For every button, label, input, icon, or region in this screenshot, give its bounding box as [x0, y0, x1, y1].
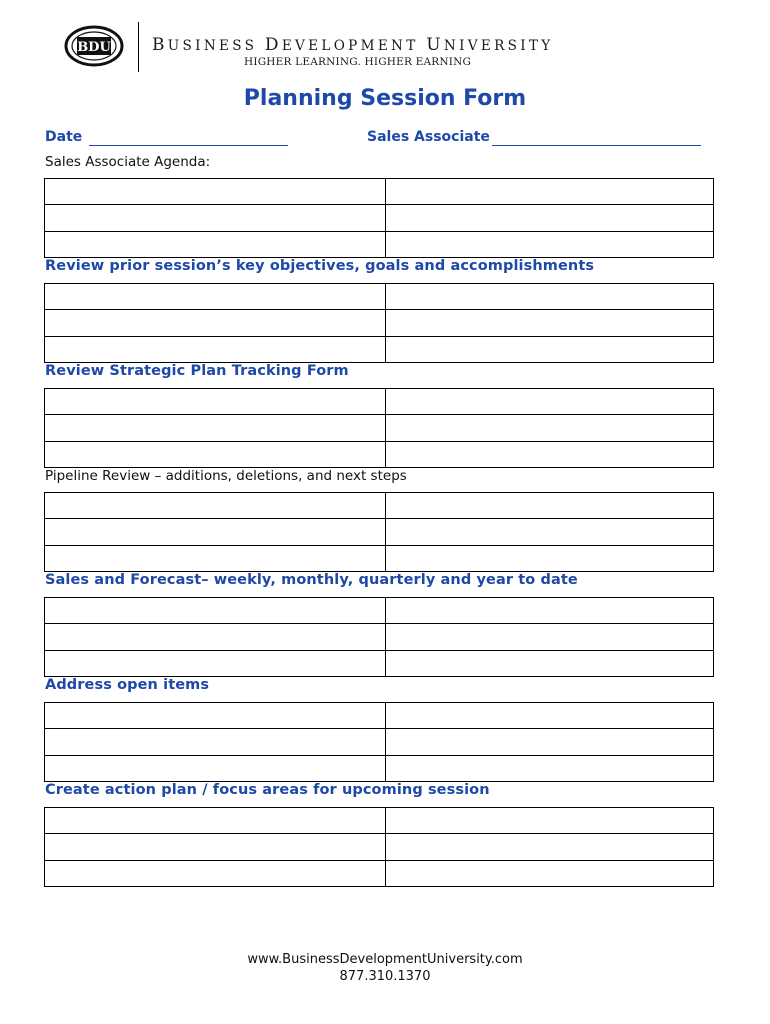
section-heading-sales-forecast: Sales and Forecast– weekly, monthly, quarterly and year to date [45, 572, 578, 588]
note-cell[interactable] [45, 729, 386, 755]
note-cell[interactable] [386, 310, 714, 336]
footer-phone: 877.310.1370 [339, 969, 431, 984]
note-cell[interactable] [386, 179, 714, 205]
note-cell[interactable] [386, 650, 714, 676]
note-cell[interactable] [45, 231, 386, 257]
note-cell[interactable] [45, 598, 386, 624]
badge-text: BDU [77, 40, 111, 55]
note-cell[interactable] [386, 808, 714, 834]
note-cell[interactable] [45, 860, 386, 886]
note-cell[interactable] [386, 729, 714, 755]
footer-website: www.BusinessDevelopmentUniversity.com [247, 952, 523, 967]
logo-tagline: HIGHER LEARNING. HIGHER EARNING [244, 56, 472, 68]
table-row [45, 336, 714, 362]
notes-table-open-items [44, 702, 714, 782]
note-cell[interactable] [45, 834, 386, 860]
table-row [45, 860, 714, 886]
table-row [45, 389, 714, 415]
note-cell[interactable] [45, 624, 386, 650]
note-cell[interactable] [386, 860, 714, 886]
note-cell[interactable] [386, 519, 714, 545]
note-cell[interactable] [386, 493, 714, 519]
note-cell[interactable] [45, 284, 386, 310]
table-row [45, 598, 714, 624]
table-row [45, 179, 714, 205]
page-title: Planning Session Form [243, 86, 527, 111]
note-cell[interactable] [386, 284, 714, 310]
note-cell[interactable] [45, 389, 386, 415]
table-row [45, 231, 714, 257]
note-cell[interactable] [45, 336, 386, 362]
notes-table-prior-session [44, 283, 714, 363]
note-cell[interactable] [45, 808, 386, 834]
note-cell[interactable] [45, 310, 386, 336]
section-heading-strategic-plan: Review Strategic Plan Tracking Form [45, 363, 349, 379]
table-row [45, 755, 714, 781]
note-cell[interactable] [386, 441, 714, 467]
note-cell[interactable] [45, 545, 386, 571]
page-footer [0, 951, 770, 985]
note-cell[interactable] [386, 755, 714, 781]
table-row [45, 545, 714, 571]
date-field[interactable] [89, 145, 288, 146]
note-cell[interactable] [386, 231, 714, 257]
notes-table-sales-forecast [44, 597, 714, 677]
section-heading-agenda: Sales Associate Agenda: [45, 154, 211, 170]
section-heading-open-items: Address open items [45, 677, 210, 693]
table-row [45, 310, 714, 336]
note-cell[interactable] [386, 624, 714, 650]
note-cell[interactable] [45, 519, 386, 545]
note-cell[interactable] [45, 205, 386, 231]
note-cell[interactable] [386, 415, 714, 441]
table-row [45, 415, 714, 441]
section-heading-pipeline: Pipeline Review – additions, deletions, and next steps [45, 468, 407, 484]
logo-divider [138, 22, 139, 72]
note-cell[interactable] [386, 336, 714, 362]
note-cell[interactable] [386, 389, 714, 415]
note-cell[interactable] [386, 834, 714, 860]
note-cell[interactable] [45, 493, 386, 519]
note-cell[interactable] [45, 755, 386, 781]
note-cell[interactable] [45, 179, 386, 205]
table-row [45, 441, 714, 467]
table-row [45, 624, 714, 650]
sales-associate-field[interactable] [492, 145, 701, 146]
date-label: Date [45, 129, 83, 145]
bdu-badge-icon [64, 25, 124, 67]
section-heading-action-plan: Create action plan / focus areas for upcoming session [45, 782, 490, 798]
table-row [45, 808, 714, 834]
notes-table-agenda [44, 178, 714, 258]
table-row [45, 703, 714, 729]
notes-table-strategic-plan [44, 388, 714, 468]
section-heading-prior-session: Review prior session’s key objectives, goals and accomplishments [45, 258, 595, 274]
table-row [45, 284, 714, 310]
note-cell[interactable] [45, 441, 386, 467]
note-cell[interactable] [386, 703, 714, 729]
university-name: BUSINESS DEVELOPMENT UNIVERSITY [152, 35, 554, 55]
notes-table-action-plan [44, 807, 714, 887]
note-cell[interactable] [45, 415, 386, 441]
note-cell[interactable] [45, 650, 386, 676]
note-cell[interactable] [386, 545, 714, 571]
table-row [45, 519, 714, 545]
table-row [45, 205, 714, 231]
sales-associate-label: Sales Associate [367, 129, 490, 145]
note-cell[interactable] [45, 703, 386, 729]
table-row [45, 650, 714, 676]
notes-table-pipeline [44, 492, 714, 572]
note-cell[interactable] [386, 205, 714, 231]
table-row [45, 834, 714, 860]
table-row [45, 493, 714, 519]
bdu-logo [64, 20, 604, 74]
table-row [45, 729, 714, 755]
note-cell[interactable] [386, 598, 714, 624]
